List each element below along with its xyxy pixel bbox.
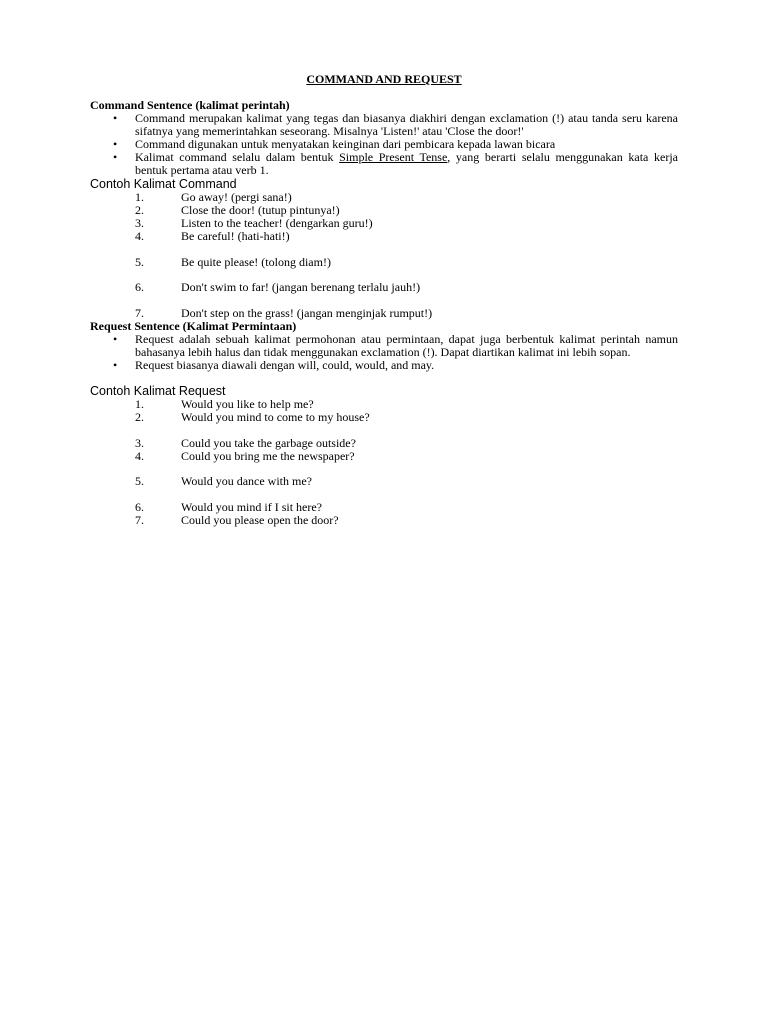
item-text: Would you like to help me? (181, 397, 314, 411)
bullet-text-post: , yang berarti selalu menggunakan kata kerja bentuk pertama atau verb 1. (135, 150, 678, 177)
item-number: 6. (135, 280, 144, 294)
item-text: Don't swim to far! (jangan berenang terlalu jauh!) (181, 280, 421, 294)
item-text: Would you mind if I sit here? (181, 500, 323, 514)
item-number: 2. (135, 410, 144, 424)
bullet-icon: • (113, 358, 118, 372)
item-number: 7. (135, 306, 144, 320)
list-item (90, 151, 678, 177)
page-title: COMMAND AND REQUEST (306, 72, 462, 86)
bullet-text: Request adalah sebuah kalimat permohonan atau permintaan, dapat juga berbentuk kalimat perintah namun bahasanya lebih halus dan tidak menggunakan exclamation (!). Dapat diartikan kalimat ini lebih sopan. (135, 332, 678, 359)
command-heading: Command Sentence (kalimat perintah) (90, 98, 290, 112)
item-number: 7. (135, 513, 144, 527)
item-number: 5. (135, 255, 144, 269)
command-bullet-list (90, 112, 678, 177)
bullet-text (135, 150, 678, 177)
list-item (90, 359, 678, 372)
bullet-icon: • (113, 111, 118, 125)
request-bullet-list (90, 333, 678, 372)
item-number: 5. (135, 474, 144, 488)
item-number: 3. (135, 436, 144, 450)
bullet-text: Command digunakan untuk menyatakan keinginan dari pembicara kepada lawan bicara (135, 137, 556, 151)
request-heading: Request Sentence (Kalimat Permintaan) (90, 319, 297, 333)
item-number: 2. (135, 203, 144, 217)
item-number: 4. (135, 449, 144, 463)
list-item (90, 333, 678, 359)
item-text: Could you bring me the newspaper? (181, 449, 355, 463)
command-examples-heading: Contoh Kalimat Command (90, 177, 237, 191)
bullet-text: Command merupakan kalimat yang tegas dan biasanya diakhiri dengan exclamation (!) atau tanda seru karena sifatnya yang memerintahkan seseorang. Misalnya 'Listen!' atau 'Close the door!' (135, 111, 678, 138)
item-text: Don't step on the grass! (jangan menginjak rumput!) (181, 306, 433, 320)
item-number: 1. (135, 397, 144, 411)
bullet-icon: • (113, 137, 118, 151)
item-number: 6. (135, 500, 144, 514)
item-text: Be quite please! (tolong diam!) (181, 255, 331, 269)
request-examples-heading: Contoh Kalimat Request (90, 384, 226, 398)
item-text: Go away! (pergi sana!) (181, 190, 292, 204)
item-text: Would you mind to come to my house? (181, 410, 370, 424)
item-text: Be careful! (hati-hati!) (181, 229, 290, 243)
item-text: Close the door! (tutup pintunya!) (181, 203, 340, 217)
underlined-term: Simple Present Tense (339, 150, 448, 164)
item-number: 3. (135, 216, 144, 230)
item-text: Could you please open the door? (181, 513, 339, 527)
list-item (90, 112, 678, 138)
bullet-text-pre: Kalimat command selalu dalam bentuk (135, 150, 340, 164)
item-text: Could you take the garbage outside? (181, 436, 356, 450)
item-text: Listen to the teacher! (dengarkan guru!) (181, 216, 373, 230)
item-text: Would you dance with me? (181, 474, 312, 488)
item-number: 1. (135, 190, 144, 204)
item-number: 4. (135, 229, 144, 243)
bullet-icon: • (113, 332, 118, 346)
bullet-text: Request biasanya diawali dengan will, could, would, and may. (135, 358, 435, 372)
bullet-icon: • (113, 150, 118, 164)
